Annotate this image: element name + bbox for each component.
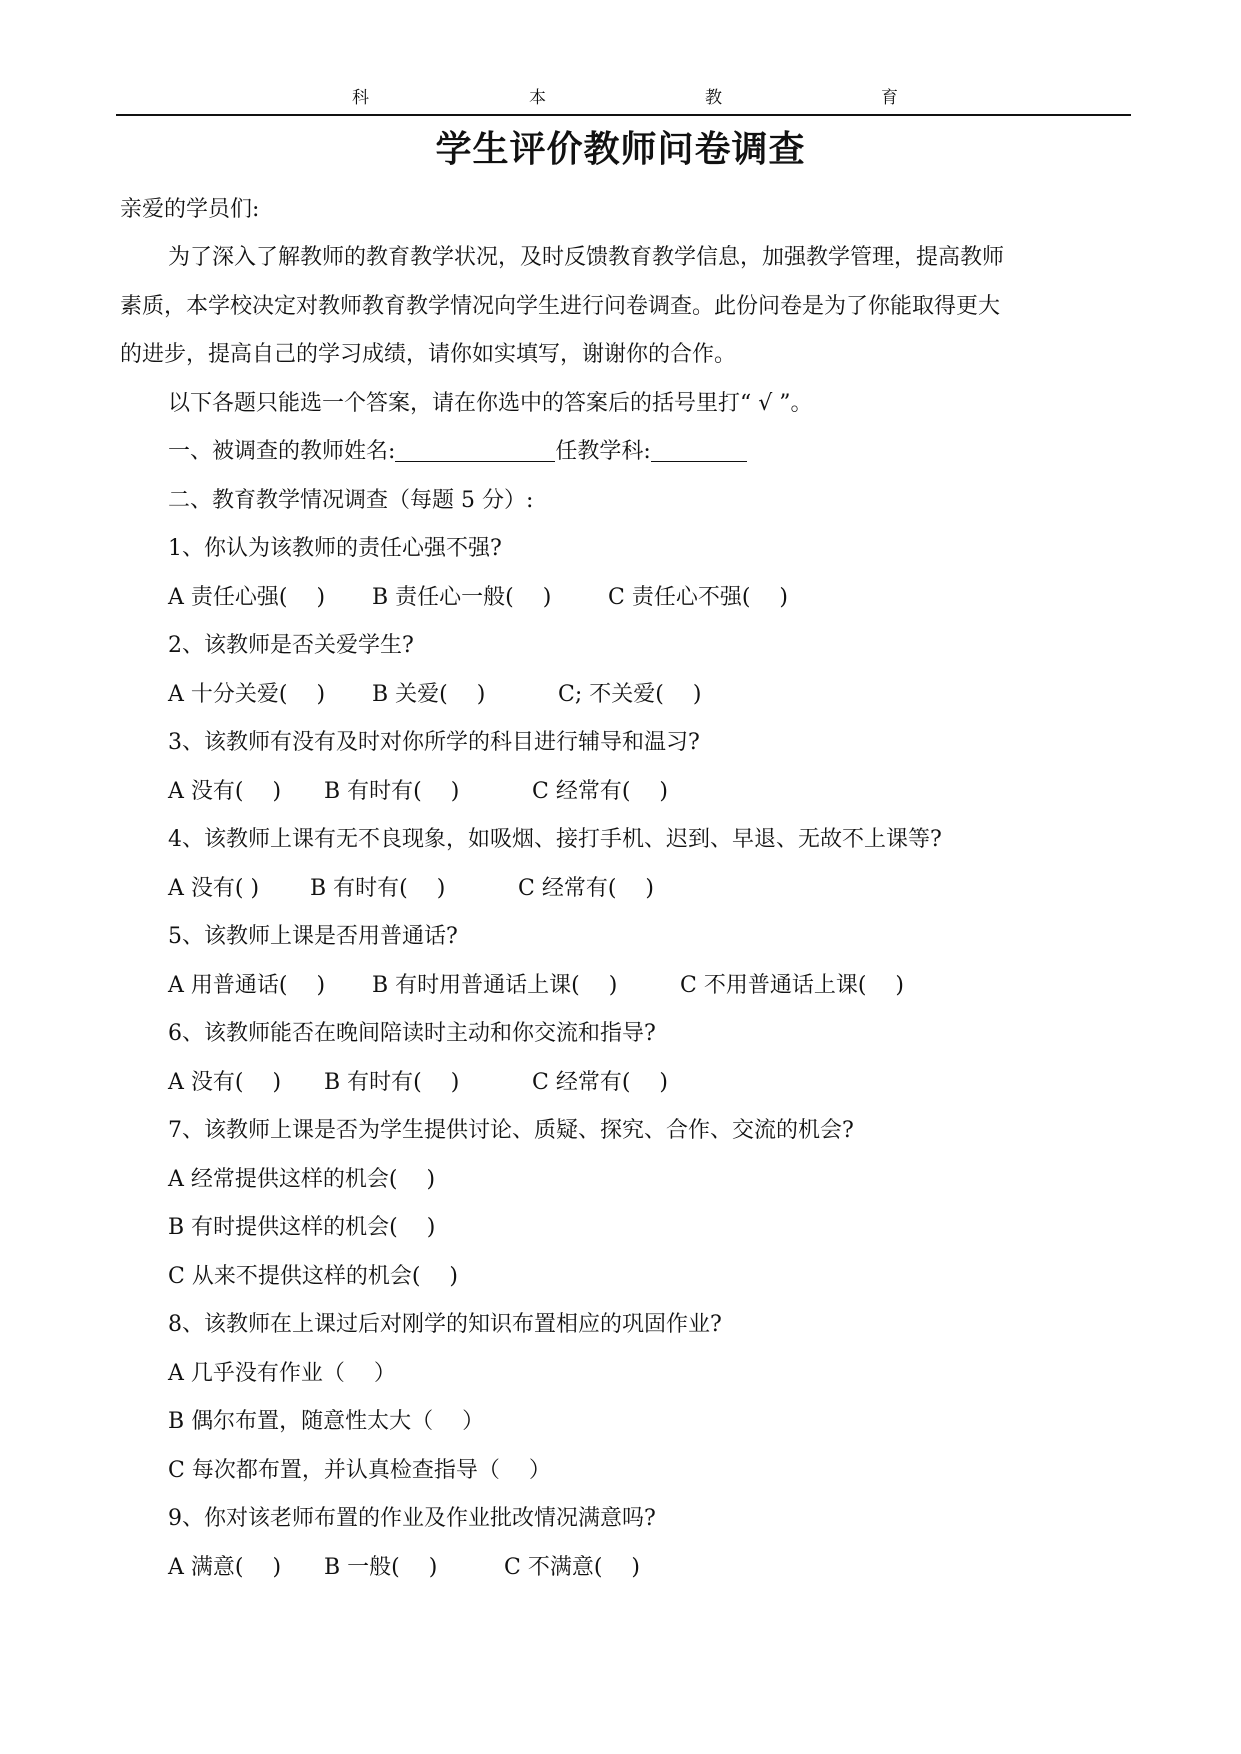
header-char: 科 [352,88,369,108]
q4-option-a[interactable]: A 没有( ) [168,876,260,901]
q8-option-b[interactable]: B 偶尔布置，随意性太大（ ） [168,1409,485,1434]
instruction: 以下各题只能选一个答案，请在你选中的答案后的括号里打“ √ ”。 [168,391,813,416]
question-4: 4、该教师上课有无不良现象，如吸烟、接打手机、迟到、早退、无故不上课等? [168,827,942,852]
header-divider [116,114,1131,116]
question-2: 2、该教师是否关爱学生? [168,633,414,658]
q3-option-c[interactable]: C 经常有( ) [532,779,668,804]
running-header [0,86,1241,110]
question-9: 9、你对该老师布置的作业及作业批改情况满意吗? [168,1506,656,1531]
q8-option-a[interactable]: A 几乎没有作业（ ） [168,1361,396,1386]
header-char: 本 [529,88,546,108]
q2-option-a[interactable]: A 十分关爱( ) [168,682,326,707]
teacher-name-field[interactable] [395,439,555,462]
q5-option-a[interactable]: A 用普通话( ) [168,973,326,998]
q7-option-b[interactable]: B 有时提供这样的机会( ) [168,1215,436,1240]
q1-option-b[interactable]: B 责任心一般( ) [372,585,552,610]
header-char: 教 [705,88,722,108]
subject-field[interactable] [651,439,747,462]
q7-option-c[interactable]: C 从来不提供这样的机会( ) [168,1264,458,1289]
question-8: 8、该教师在上课过后对刚学的知识布置相应的巩固作业? [168,1312,722,1337]
intro-line-1: 为了深入了解教师的教育教学状况，及时反馈教育教学信息，加强教学管理，提高教师 [168,245,1005,270]
q9-option-c[interactable]: C 不满意( ) [504,1555,640,1580]
subject-label: 任教学科: [555,439,651,464]
q8-option-c[interactable]: C 每次都布置，并认真检查指导（ ） [168,1458,551,1483]
question-3: 3、该教师有没有及时对你所学的科目进行辅导和温习? [168,730,700,755]
q6-option-b[interactable]: B 有时有( ) [324,1070,460,1095]
q2-option-b[interactable]: B 关爱( ) [372,682,486,707]
teacher-name-label: 一、被调查的教师姓名: [168,439,396,464]
page-title: 学生评价教师问卷调查 [435,129,806,170]
section1-row [168,437,747,467]
question-5: 5、该教师上课是否用普通话? [168,924,458,949]
q1-option-a[interactable]: A 责任心强( ) [168,585,326,610]
greeting: 亲爱的学员们: [120,197,260,222]
question-1: 1、你认为该教师的责任心强不强? [168,536,502,561]
q3-option-a[interactable]: A 没有( ) [168,779,282,804]
q4-option-b[interactable]: B 有时有( ) [310,876,446,901]
q5-option-b[interactable]: B 有时用普通话上课( ) [372,973,618,998]
q6-option-c[interactable]: C 经常有( ) [532,1070,668,1095]
q1-option-c[interactable]: C 责任心不强( ) [608,585,788,610]
section2-heading: 二、教育教学情况调查（每题 5 分）: [168,488,534,513]
q4-option-c[interactable]: C 经常有( ) [518,876,654,901]
q7-option-a[interactable]: A 经常提供这样的机会( ) [168,1167,436,1192]
header-char: 育 [881,88,898,108]
q6-option-a[interactable]: A 没有( ) [168,1070,282,1095]
question-6: 6、该教师能否在晚间陪读时主动和你交流和指导? [168,1021,656,1046]
q5-option-c[interactable]: C 不用普通话上课( ) [680,973,904,998]
q9-option-b[interactable]: B 一般( ) [324,1555,438,1580]
q3-option-b[interactable]: B 有时有( ) [324,779,460,804]
q9-option-a[interactable]: A 满意( ) [168,1555,282,1580]
intro-line-2: 素质，本学校决定对教师教育教学情况向学生进行问卷调查。此份问卷是为了你能取得更大 [120,294,1001,319]
q2-option-c[interactable]: C; 不关爱( ) [558,682,702,707]
intro-line-3: 的进步，提高自己的学习成绩，请你如实填写，谢谢你的合作。 [120,342,737,367]
question-7: 7、该教师上课是否为学生提供讨论、质疑、探究、合作、交流的机会? [168,1118,854,1143]
